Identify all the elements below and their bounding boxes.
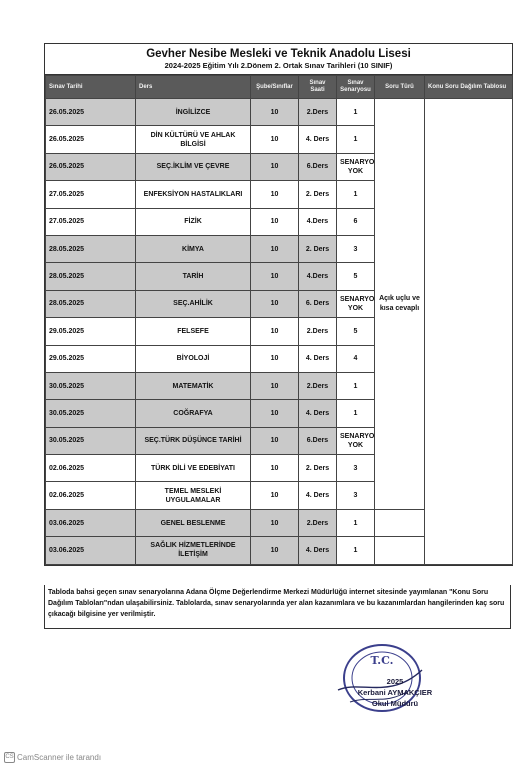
classes-cell: 10 [251,290,299,317]
exam-time-cell: 6. Ders [299,290,337,317]
col-header-course: Ders [136,76,251,99]
scenario-cell: 1 [337,181,375,208]
course-name-cell: İNGİLİZCE [136,99,251,126]
exam-time-cell: 4. Ders [299,482,337,509]
exam-date-cell: 30.05.2025 [46,372,136,399]
signature-name: Kerbani AYMAKÇIER [357,688,433,697]
col-header-distribution-table: Konu Soru Dağılım Tablosu [425,76,513,99]
exam-date-cell: 03.06.2025 [46,509,136,536]
exam-date-cell: 29.05.2025 [46,318,136,345]
exam-date-cell: 26.05.2025 [46,99,136,126]
table-body [46,99,513,565]
scenario-cell: 1 [337,509,375,536]
footer-note: Tabloda bahsi geçen sınav senaryolarına Adana Ölçme Değerlendirme Merkezi Müdürlüğü internet sitesinde yayımlanan "Konu Soru Dağılım Tabloları"ndan ulaşabilirsiniz. Tablolarda, sınav senaryolarında yer alan kazanımlara ve bu kazanımlardan hangilerinden kaç soru çıkacağı bilgisine yer verilmiştir. [44,585,511,629]
exam-date-cell: 27.05.2025 [46,181,136,208]
classes-cell: 10 [251,126,299,153]
classes-cell: 10 [251,372,299,399]
exam-date-cell: 30.05.2025 [46,400,136,427]
exam-date-cell: 30.05.2025 [46,427,136,454]
classes-cell: 10 [251,181,299,208]
scenario-cell: 6 [337,208,375,235]
course-name-cell: MATEMATİK [136,372,251,399]
scenario-cell: 1 [337,537,375,564]
exam-date-cell: 26.05.2025 [46,153,136,180]
classes-cell: 10 [251,263,299,290]
exam-time-cell: 2.Ders [299,318,337,345]
signature-date: 2025 [386,677,404,686]
scenario-cell: 1 [337,99,375,126]
scenario-cell: 3 [337,235,375,262]
exam-time-cell: 2.Ders [299,372,337,399]
exam-schedule-sheet [44,43,513,566]
classes-cell: 10 [251,208,299,235]
col-header-scenario: Sınav Senaryosu [337,76,375,99]
classes-cell: 10 [251,482,299,509]
exam-date-cell: 02.06.2025 [46,482,136,509]
exam-time-cell: 2. Ders [299,455,337,482]
scenario-cell: 5 [337,318,375,345]
camscanner-logo-icon: CS [4,752,15,763]
scenario-cell: 3 [337,455,375,482]
course-name-cell: SAĞLIK HİZMETLERİNDE İLETİŞİM [136,537,251,564]
distribution-table-cell [425,99,513,565]
course-name-cell: FİZİK [136,208,251,235]
scenario-cell: SENARYO YOK [337,290,375,317]
exam-time-cell: 2.Ders [299,509,337,536]
exam-date-cell: 28.05.2025 [46,263,136,290]
classes-cell: 10 [251,235,299,262]
table-header-row [46,76,513,99]
exam-time-cell: 4. Ders [299,537,337,564]
classes-cell: 10 [251,99,299,126]
course-name-cell: BİYOLOJİ [136,345,251,372]
exam-date-cell: 03.06.2025 [46,537,136,564]
course-name-cell: ENFEKSİYON HASTALIKLARI [136,181,251,208]
scenario-cell: SENARYO YOK [337,427,375,454]
exam-time-cell: 6.Ders [299,153,337,180]
exam-date-cell: 28.05.2025 [46,235,136,262]
exam-time-cell: 4. Ders [299,400,337,427]
scenario-cell: 1 [337,126,375,153]
scanner-watermark [4,752,101,763]
exam-time-cell: 2. Ders [299,235,337,262]
table-row [46,99,513,126]
course-name-cell: DİN KÜLTÜRÜ VE AHLAK BİLGİSİ [136,126,251,153]
scanner-watermark-text: CamScanner ile tarandı [17,753,102,762]
scenario-cell: 1 [337,372,375,399]
course-name-cell: SEÇ.AHİLİK [136,290,251,317]
course-name-cell: TARİH [136,263,251,290]
classes-cell: 10 [251,427,299,454]
col-header-classes: Şube/Sınıflar [251,76,299,99]
question-type-cell: Açık uçlu ve kısa cevaplı [375,99,425,510]
course-name-cell: TEMEL MESLEKİ UYGULAMALAR [136,482,251,509]
col-header-question-type: Soru Türü [375,76,425,99]
exam-date-cell: 27.05.2025 [46,208,136,235]
course-name-cell: SEÇ.İKLİM VE ÇEVRE [136,153,251,180]
exam-date-cell: 02.06.2025 [46,455,136,482]
stamp-text: T.C. [370,654,394,667]
exam-time-cell: 4. Ders [299,126,337,153]
classes-cell: 10 [251,400,299,427]
scenario-cell: 4 [337,345,375,372]
exam-date-cell: 29.05.2025 [46,345,136,372]
exam-time-cell: 4.Ders [299,263,337,290]
exam-time-cell: 6.Ders [299,427,337,454]
exam-date-cell: 26.05.2025 [46,126,136,153]
course-name-cell: GENEL BESLENME [136,509,251,536]
scenario-cell: 1 [337,400,375,427]
signature-role: Okul Müdürü [371,699,419,708]
question-type-empty-cell [375,537,425,564]
signature-block [350,676,440,709]
col-header-date: Sınav Tarihi [46,76,136,99]
schedule-subtitle: 2024-2025 Eğitim Yılı 2.Dönem 2. Ortak Sınav Tarihleri (10 SINIF) [45,61,512,75]
exam-time-cell: 2.Ders [299,99,337,126]
exam-time-cell: 4.Ders [299,208,337,235]
scenario-cell: 5 [337,263,375,290]
col-header-time: Sınav Saati [299,76,337,99]
course-name-cell: KİMYA [136,235,251,262]
exam-table [45,75,513,565]
scenario-cell: SENARYO YOK [337,153,375,180]
classes-cell: 10 [251,455,299,482]
exam-date-cell: 28.05.2025 [46,290,136,317]
question-type-empty-cell [375,509,425,536]
classes-cell: 10 [251,509,299,536]
course-name-cell: SEÇ.TÜRK DÜŞÜNCE TARİHİ [136,427,251,454]
course-name-cell: FELSEFE [136,318,251,345]
exam-time-cell: 2. Ders [299,181,337,208]
exam-time-cell: 4. Ders [299,345,337,372]
course-name-cell: COĞRAFYA [136,400,251,427]
course-name-cell: TÜRK DİLİ VE EDEBİYATI [136,455,251,482]
classes-cell: 10 [251,345,299,372]
classes-cell: 10 [251,153,299,180]
scenario-cell: 3 [337,482,375,509]
classes-cell: 10 [251,318,299,345]
classes-cell: 10 [251,537,299,564]
school-title: Gevher Nesibe Mesleki ve Teknik Anadolu Lisesi [146,48,411,60]
